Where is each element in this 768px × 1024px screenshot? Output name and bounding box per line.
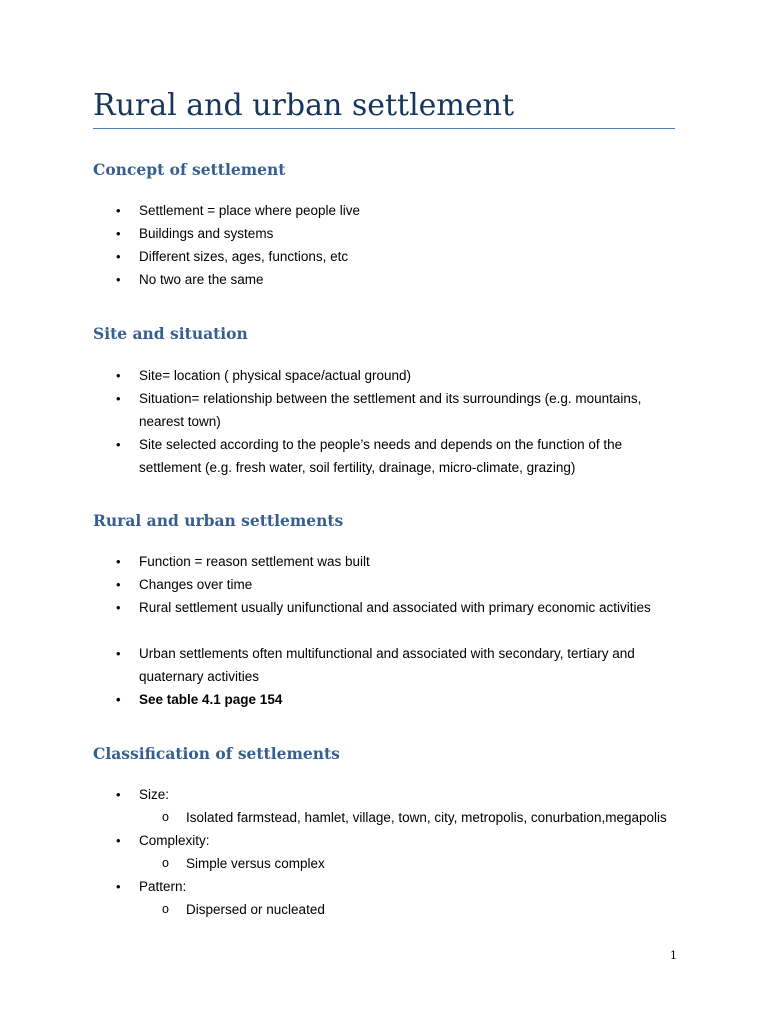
page-number: 1	[670, 949, 677, 962]
sub-list-item-text: Dispersed or nucleated	[186, 902, 325, 917]
list-item-text: Different sizes, ages, functions, etc	[139, 249, 349, 264]
list-item-text: Situation= relationship between the settlement and its surroundings (e.g. mountains, nearest town)	[139, 391, 642, 429]
bullet-icon: •	[116, 577, 121, 592]
sub-bullet-icon: o	[162, 810, 169, 824]
list-item-text: Buildings and systems	[139, 226, 274, 241]
sub-bullet-icon: o	[162, 856, 169, 870]
bullet-icon: •	[116, 203, 121, 218]
bullet-icon: •	[116, 787, 121, 802]
list-item	[0, 222, 768, 245]
list-item	[0, 268, 768, 291]
list-item	[0, 387, 674, 433]
list-item-text: No two are the same	[139, 272, 264, 287]
sub-list-item-text: Isolated farmstead, hamlet, village, town, city, metropolis, conurbation,megapolis	[186, 810, 667, 825]
list-item-text: Changes over time	[139, 577, 253, 592]
classification-list	[0, 783, 768, 921]
section-heading-rural-urban: Rural and urban settlements	[93, 511, 344, 530]
section-heading-classification: Classification of settlements	[93, 744, 340, 763]
sub-list-item-text: Simple versus complex	[186, 856, 325, 871]
list-item-text: See table 4.1 page 154	[139, 692, 283, 707]
list-item	[0, 642, 674, 688]
sub-list-item	[0, 806, 768, 829]
list-item	[0, 875, 768, 898]
bullet-icon: •	[116, 368, 121, 383]
list-item	[0, 550, 768, 573]
list-item-text: Urban settlements often multifunctional and associated with secondary, tertiary and quaternary activities	[139, 646, 635, 684]
sub-list-item	[0, 898, 768, 921]
list-item	[0, 829, 768, 852]
bullet-icon: •	[116, 437, 121, 452]
concept-list	[0, 199, 768, 291]
list-item-text: Pattern:	[139, 879, 187, 894]
list-item	[0, 783, 768, 806]
list-item-text: Rural settlement usually unifunctional and associated with primary economic activities	[139, 600, 651, 615]
bullet-icon: •	[116, 692, 121, 707]
list-item-text: Size:	[139, 787, 170, 802]
list-item-text: Site= location ( physical space/actual ground)	[139, 368, 412, 383]
section-heading-site: Site and situation	[93, 324, 248, 343]
list-item-text: Complexity:	[139, 833, 210, 848]
list-item	[0, 433, 674, 479]
rural-urban-list	[0, 550, 768, 711]
list-item-text: Function = reason settlement was built	[139, 554, 370, 569]
list-item	[0, 245, 768, 268]
sub-list-item	[0, 852, 768, 875]
bullet-icon: •	[116, 600, 121, 615]
bullet-icon: •	[116, 272, 121, 287]
list-item	[0, 573, 768, 596]
list-item	[0, 688, 768, 711]
site-list	[0, 364, 768, 479]
list-item-text: Settlement = place where people live	[139, 203, 361, 218]
page-title: Rural and urban settlement	[93, 88, 515, 123]
section-heading-concept: Concept of settlement	[93, 160, 286, 179]
title-underline	[93, 128, 675, 129]
list-item	[0, 596, 674, 642]
bullet-icon: •	[116, 554, 121, 569]
bullet-icon: •	[116, 879, 121, 894]
list-item	[0, 199, 768, 222]
bullet-icon: •	[116, 226, 121, 241]
list-item	[0, 364, 768, 387]
sub-bullet-icon: o	[162, 902, 169, 916]
bullet-icon: •	[116, 249, 121, 264]
bullet-icon: •	[116, 646, 121, 661]
bullet-icon: •	[116, 833, 121, 848]
list-item-text: Site selected according to the people’s needs and depends on the function of the settlement (e.g. fresh water, soil fertility, drainage, micro-climate, grazing)	[139, 437, 623, 475]
bullet-icon: •	[116, 391, 121, 406]
